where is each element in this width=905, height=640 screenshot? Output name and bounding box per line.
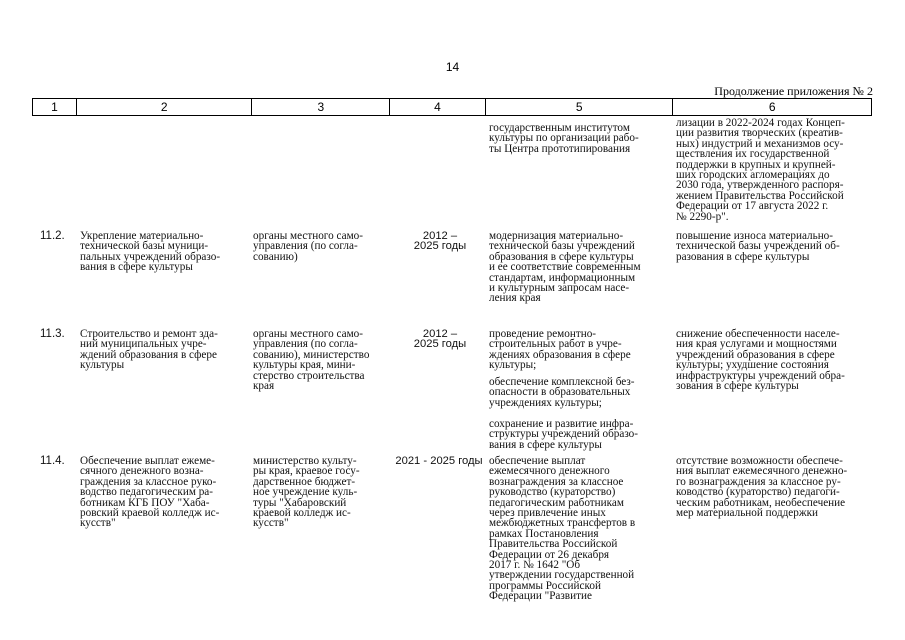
row-result: обеспечение выплат ежемесячного денежного вознаграждения за классное руководство (кураторство) педагогическим работникам через привлечение иных межбюджетных трансфертов в рамках Постановления Правительства Российской Федерации от 26 декабря 2017 г. № 1642 "Об утверждении государственной программы Российской Федерации "Развитие (489, 455, 636, 603)
row-number: 11.4. (40, 455, 65, 467)
continuation-title: Продолжение приложения № 2 (714, 84, 873, 98)
row-title: Укрепление материально- технической базы муници- пальных учреждений образо- вания в сфере культуры (80, 230, 221, 274)
table-header-row (32, 98, 872, 116)
row-result-item: проведение ремонтно- строительных работ в учре- ждениях образования в сфере культуры; (489, 328, 631, 372)
header-col-3: 3 (252, 99, 390, 115)
page-number: 14 (445, 60, 460, 74)
header-col-4: 4 (390, 99, 486, 115)
row-title: Строительство и ремонт зда- ний муниципальных учре- ждений образования в сфере культуры (80, 328, 218, 372)
row-consequence: повышение износа материально- технической базы учреждений об- разования в сфере культуры (676, 230, 840, 263)
row-consequence: снижение обеспеченности населе- ния края услугами и мощностями учреждений образования в сфере культуры; ухудшение состояния инфраструктуры учреждений обра- зования в сфере культуры (676, 328, 845, 393)
row-result-item: обеспечение комплексной без- опасности в образовательных учреждениях культуры; (489, 376, 635, 409)
row-number: 11.2. (40, 230, 65, 242)
row-number: 11.3. (40, 328, 65, 340)
row-title: Обеспечение выплат ежеме- сячного денежного возна- граждения за классное руко- водство педагогическим ра- ботникам КГБ ПОУ "Хаба- ровский краевой колледж ис- кусств" (80, 455, 220, 530)
header-col-5: 5 (486, 99, 674, 115)
row-consequence: отсутствие возможности обеспече- ния выплат ежемесячного денежно- го вознаграждения за классное ру- ководство (кураторство) педагоги- ческим работникам, необеспечение мер материальной поддержки (676, 455, 848, 520)
row-period: 2012 – 2025 годы (413, 230, 467, 253)
fragment-result: государственным институтом культуры по организации рабо- ты Центра прототипирования (489, 122, 639, 155)
row-result: модернизация материально- технической базы учреждений образования в сфере культуры и ее соответствие современным стандартам, информационным и культурным запросам насе- ления края (489, 230, 641, 305)
header-col-6: 6 (768, 100, 776, 114)
header-col-2: 2 (77, 99, 253, 115)
row-period: 2012 – 2025 годы (413, 328, 467, 351)
row-period: 2021 - 2025 годы (395, 455, 483, 467)
header-col-1: 1 (33, 99, 77, 115)
row-executor: министерство культу- ры края, краевое госу- дарственное бюджет- ное учреждение куль- туры "Хабаровский краевой колледж ис- кусств" (253, 455, 360, 530)
row-executor: органы местного само- управления (по согла- сованию) (253, 230, 363, 263)
fragment-consequence: лизации в 2022-2024 годах Концеп- ции развития творческих (креатив- ных) индустрий и механизмов осу- ществления их государственной поддержки в крупных и крупней- ших городских агломерациях до 2030 года, утвержденного распоря- жением Правительства Российской Федерации от 17 августа 2022 г. № 2290-р". (676, 117, 845, 223)
row-executor: органы местного само- управления (по согла- сованию), министерство культуры края, мини- стерство строительства края (253, 328, 370, 393)
row-result-item: сохранение и развитие инфра- структуры учреждений образо- вания в сфере культуры (489, 418, 639, 451)
